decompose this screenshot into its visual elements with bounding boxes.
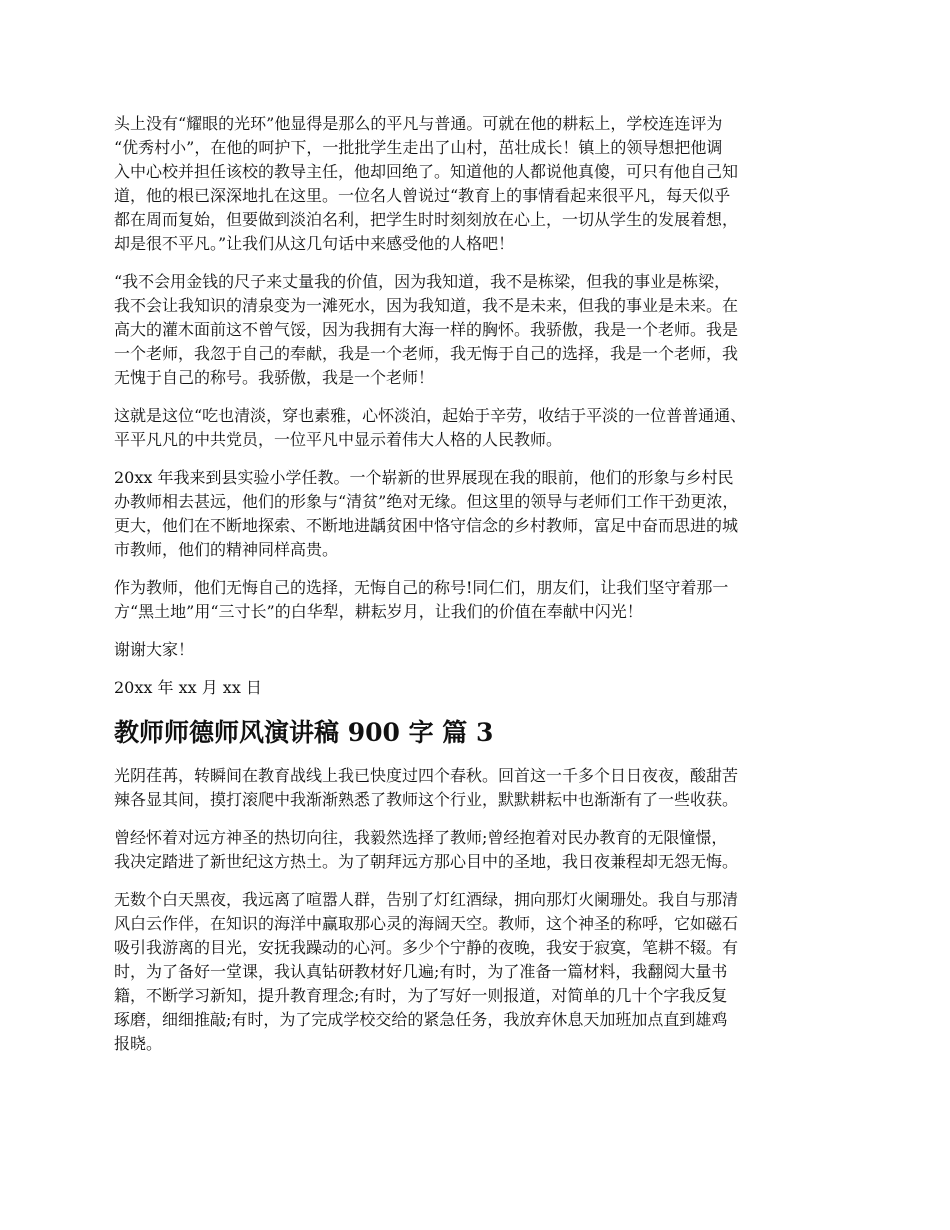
date-line: 20xx 年 xx 月 xx 日 bbox=[114, 678, 262, 697]
paragraph-4: 20xx 年我来到县实验小学任教。一个崭新的世界展现在我的眼前，他们的形象与乡村民 办教师相去甚远，他们的形象与“清贫”绝对无缘。但这里的领导与老师们工作干劲更浓， 更大，他们在不断地探索、不断地进龋贫困中恪守信念的乡村教师，富足中奋而思进的城 市教师，他们的精神同样高贵。 bbox=[114, 468, 739, 559]
paragraph-6: 光阴荏苒，转瞬间在教育战线上我已快度过四个春秋。回首这一千多个日日夜夜，酸甜苦 辣各显其间，摸打滚爬中我渐渐熟悉了教师这个行业，默默耕耘中也渐渐有了一些收获。 bbox=[114, 766, 739, 809]
paragraph-3: 这就是这位“吃也清淡，穿也素雅，心怀淡泊，起始于辛劳，收结于平淡的一位普普通通、 平平凡凡的中共党员，一位平凡中显示着伟大人格的人民教师。 bbox=[114, 406, 747, 449]
section-heading: 教师师德师风演讲稿 900 字 篇 3 bbox=[114, 718, 494, 747]
paragraph-5: 作为教师，他们无悔自己的选择，无悔自己的称号!同仁们，朋友们，让我们坚守着那一 方“黑土地”用“三寸长”的白华犁，耕耘岁月，让我们的价值在奉献中闪光！ bbox=[114, 578, 729, 621]
paragraph-7: 曾经怀着对远方神圣的热切向往，我毅然选择了教师;曾经抱着对民办教育的无限憧憬， 我决定踏进了新世纪这方热土。为了朝拜远方那心目中的圣地，我日夜兼程却无怨无悔。 bbox=[114, 828, 739, 871]
paragraph-1: 头上没有“耀眼的光环”他显得是那么的平凡与普通。可就在他的耕耘上，学校连连评为 “优秀村小”，在他的呵护下，一批批学生走出了山村，茁壮成长！镇上的领导想把他调 入中心校并担任该校的教导主任，他却回绝了。知道他的人都说他真傻，可只有他自己知 道，他的根已深深地扎在这里。一位名人曾说过“教育上的事情看起来很平凡，每天似乎 都在周而复始，但要做到淡泊名利，把学生时时刻刻放在心上，一切从学生的发展着想， 却是很不平凡。”让我们从这几句话中来感受他的人格吧！ bbox=[114, 114, 739, 253]
paragraph-2: “我不会用金钱的尺子来丈量我的价值，因为我知道，我不是栋梁，但我的事业是栋梁， 我不会让我知识的清泉变为一滩死水，因为我知道，我不是未来，但我的事业是未来。在 高大的灌木面前这不曾气馁，因为我拥有大海一样的胸怀。我骄傲，我是一个老师。我是 一个老师，我忽于自己的奉献，我是一个老师，我无悔于自己的选择，我是一个老师，我 无愧于自己的称号。我骄傲，我是一个老师！ bbox=[114, 272, 739, 387]
paragraph-8: 无数个白天黑夜，我远离了喧嚣人群，告别了灯红酒绿，拥向那灯火阑珊处。我自与那清 风白云作伴，在知识的海洋中赢取那心灵的海阔天空。教师，这个神圣的称呼，它如磁石 吸引我游离的目光，安抚我躁动的心河。多少个宁静的夜晚，我安于寂寞，笔耕不辍。有 时，为了备好一堂课，我认真钻研教材好几遍;有时，为了准备一篇材料，我翻阅大量书 籍，不断学习新知，提升教育理念;有时，为了写好一则报道，对简单的几十个字我反复 琢磨，细细推敲;有时，为了完成学校交给的紧急任务，我放弃休息天加班加点直到雄鸡 报晓。 bbox=[114, 890, 739, 1053]
closing-thanks: 谢谢大家！ bbox=[114, 640, 195, 659]
document-page bbox=[114, 112, 854, 1070]
